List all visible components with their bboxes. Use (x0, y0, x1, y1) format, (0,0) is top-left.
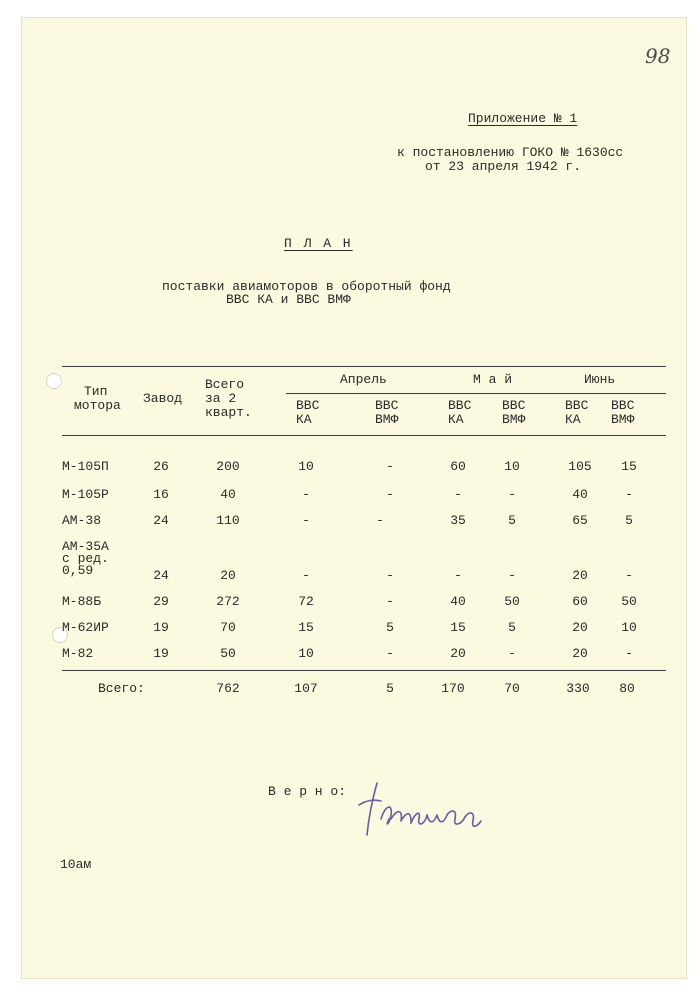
row-motor-type: М-105П (62, 459, 109, 474)
row-jun-vmf: 5 (625, 513, 633, 528)
row-may-ka: 60 (450, 459, 466, 474)
row-plant: 24 (153, 513, 169, 528)
row-may-ka: 40 (450, 594, 466, 609)
row-jun-ka: 40 (572, 487, 588, 502)
plan-subtitle-line2: ВВС КА и ВВС ВМФ (226, 292, 351, 307)
row-may-ka: - (454, 568, 462, 583)
row-apr-vmf: - (376, 513, 384, 528)
header-may-vmf: ВВС ВМФ (502, 398, 526, 427)
row-apr-vmf: - (386, 459, 394, 474)
row-apr-ka: - (302, 568, 310, 583)
row-plant: 16 (153, 487, 169, 502)
row-apr-ka: 72 (298, 594, 314, 609)
row-motor-type: М-62ИР (62, 620, 109, 635)
header-month-may: М а й (473, 372, 513, 387)
row-total: 110 (216, 513, 240, 528)
header-motor-type-2: мотора (74, 398, 121, 413)
totals-rule (62, 670, 666, 671)
row-may-vmf: 50 (504, 594, 520, 609)
punch-hole-top (46, 373, 62, 389)
row-jun-vmf: 50 (621, 594, 637, 609)
row-plant: 24 (153, 568, 169, 583)
row-plant: 19 (153, 620, 169, 635)
table-top-rule (62, 366, 666, 367)
row-motor-type: М-88Б (62, 594, 102, 609)
month-rule (286, 393, 666, 394)
row-total: 272 (216, 594, 240, 609)
header-apr-vmf: ВВС ВМФ (375, 398, 399, 427)
row-jun-ka: 60 (572, 594, 588, 609)
appendix-title: Приложение № 1 (468, 111, 578, 126)
row-jun-vmf: - (625, 568, 633, 583)
row-jun-vmf: - (625, 487, 633, 502)
row-apr-ka: - (302, 513, 310, 528)
header-motor-type-1: Тип (84, 384, 108, 399)
header-bottom-rule (62, 435, 666, 436)
row-plant: 29 (153, 594, 169, 609)
row-may-ka: 15 (450, 620, 466, 635)
appendix-decree-line: к постановлению ГОКО № 1630сс (397, 145, 624, 160)
header-jun-vmf: ВВС ВМФ (611, 398, 635, 427)
row-total: 50 (220, 646, 236, 661)
row-total: 70 (220, 620, 236, 635)
row-apr-vmf: - (386, 568, 394, 583)
row-motor-type: АМ-38 (62, 513, 102, 528)
row-total: 40 (220, 487, 236, 502)
row-total: 20 (220, 568, 236, 583)
row-apr-ka: 15 (298, 620, 314, 635)
row-may-ka: 20 (450, 646, 466, 661)
row-may-vmf: 10 (504, 459, 520, 474)
row-jun-ka: 20 (572, 646, 588, 661)
totals-jun-vmf: 80 (619, 681, 635, 696)
totals-may-vmf: 70 (504, 681, 520, 696)
totals-apr-vmf: 5 (386, 681, 394, 696)
row-apr-vmf: - (386, 594, 394, 609)
row-may-ka: 35 (450, 513, 466, 528)
row-may-ka: - (454, 487, 462, 502)
header-month-april: Апрель (340, 372, 387, 387)
header-total-2: за 2 (205, 391, 237, 406)
page-number: 98 (645, 44, 671, 68)
row-may-vmf: - (508, 646, 516, 661)
row-apr-ka: 10 (298, 459, 314, 474)
row-may-vmf: 5 (508, 620, 516, 635)
row-apr-vmf: - (386, 646, 394, 661)
appendix-date-line: от 23 апреля 1942 г. (425, 159, 582, 174)
plan-title: П Л А Н (284, 236, 353, 251)
row-plant: 26 (153, 459, 169, 474)
plan-subtitle-line1: поставки авиамоторов в оборотный фонд (162, 279, 451, 294)
row-apr-ka: - (302, 487, 310, 502)
header-may-ka: ВВС КА (448, 398, 472, 427)
row-may-vmf: - (508, 487, 516, 502)
row-apr-vmf: 5 (386, 620, 394, 635)
row-jun-ka: 20 (572, 620, 588, 635)
header-total-1: Всего (205, 377, 245, 392)
header-plant: Завод (143, 391, 183, 406)
header-month-june: Июнь (584, 372, 616, 387)
row-motor-type: М-82 (62, 646, 94, 661)
totals-apr-ka: 107 (294, 681, 318, 696)
row-apr-vmf: - (386, 487, 394, 502)
row-motor-type: М-105Р (62, 487, 109, 502)
row-may-vmf: - (508, 568, 516, 583)
totals-total: 762 (216, 681, 240, 696)
row-jun-vmf: 15 (621, 459, 637, 474)
totals-label: Всего: (98, 681, 145, 696)
header-total-3: кварт. (205, 405, 252, 420)
row-jun-ka: 65 (572, 513, 588, 528)
header-jun-ka: ВВС КА (565, 398, 589, 427)
row-jun-vmf: 10 (621, 620, 637, 635)
totals-jun-ka: 330 (566, 681, 590, 696)
signature (355, 775, 485, 845)
verified-label: В е р н о: (268, 784, 347, 799)
row-jun-ka: 20 (572, 568, 588, 583)
row-plant: 19 (153, 646, 169, 661)
row-jun-ka: 105 (568, 459, 592, 474)
header-apr-ka: ВВС КА (296, 398, 320, 427)
row-total: 200 (216, 459, 240, 474)
row-may-vmf: 5 (508, 513, 516, 528)
row-apr-ka: 10 (298, 646, 314, 661)
row-jun-vmf: - (625, 646, 633, 661)
totals-may-ka: 170 (441, 681, 465, 696)
row-motor-type: АМ-35А с ред. 0,59 (62, 539, 109, 578)
footer-code: 10ам (60, 857, 92, 872)
